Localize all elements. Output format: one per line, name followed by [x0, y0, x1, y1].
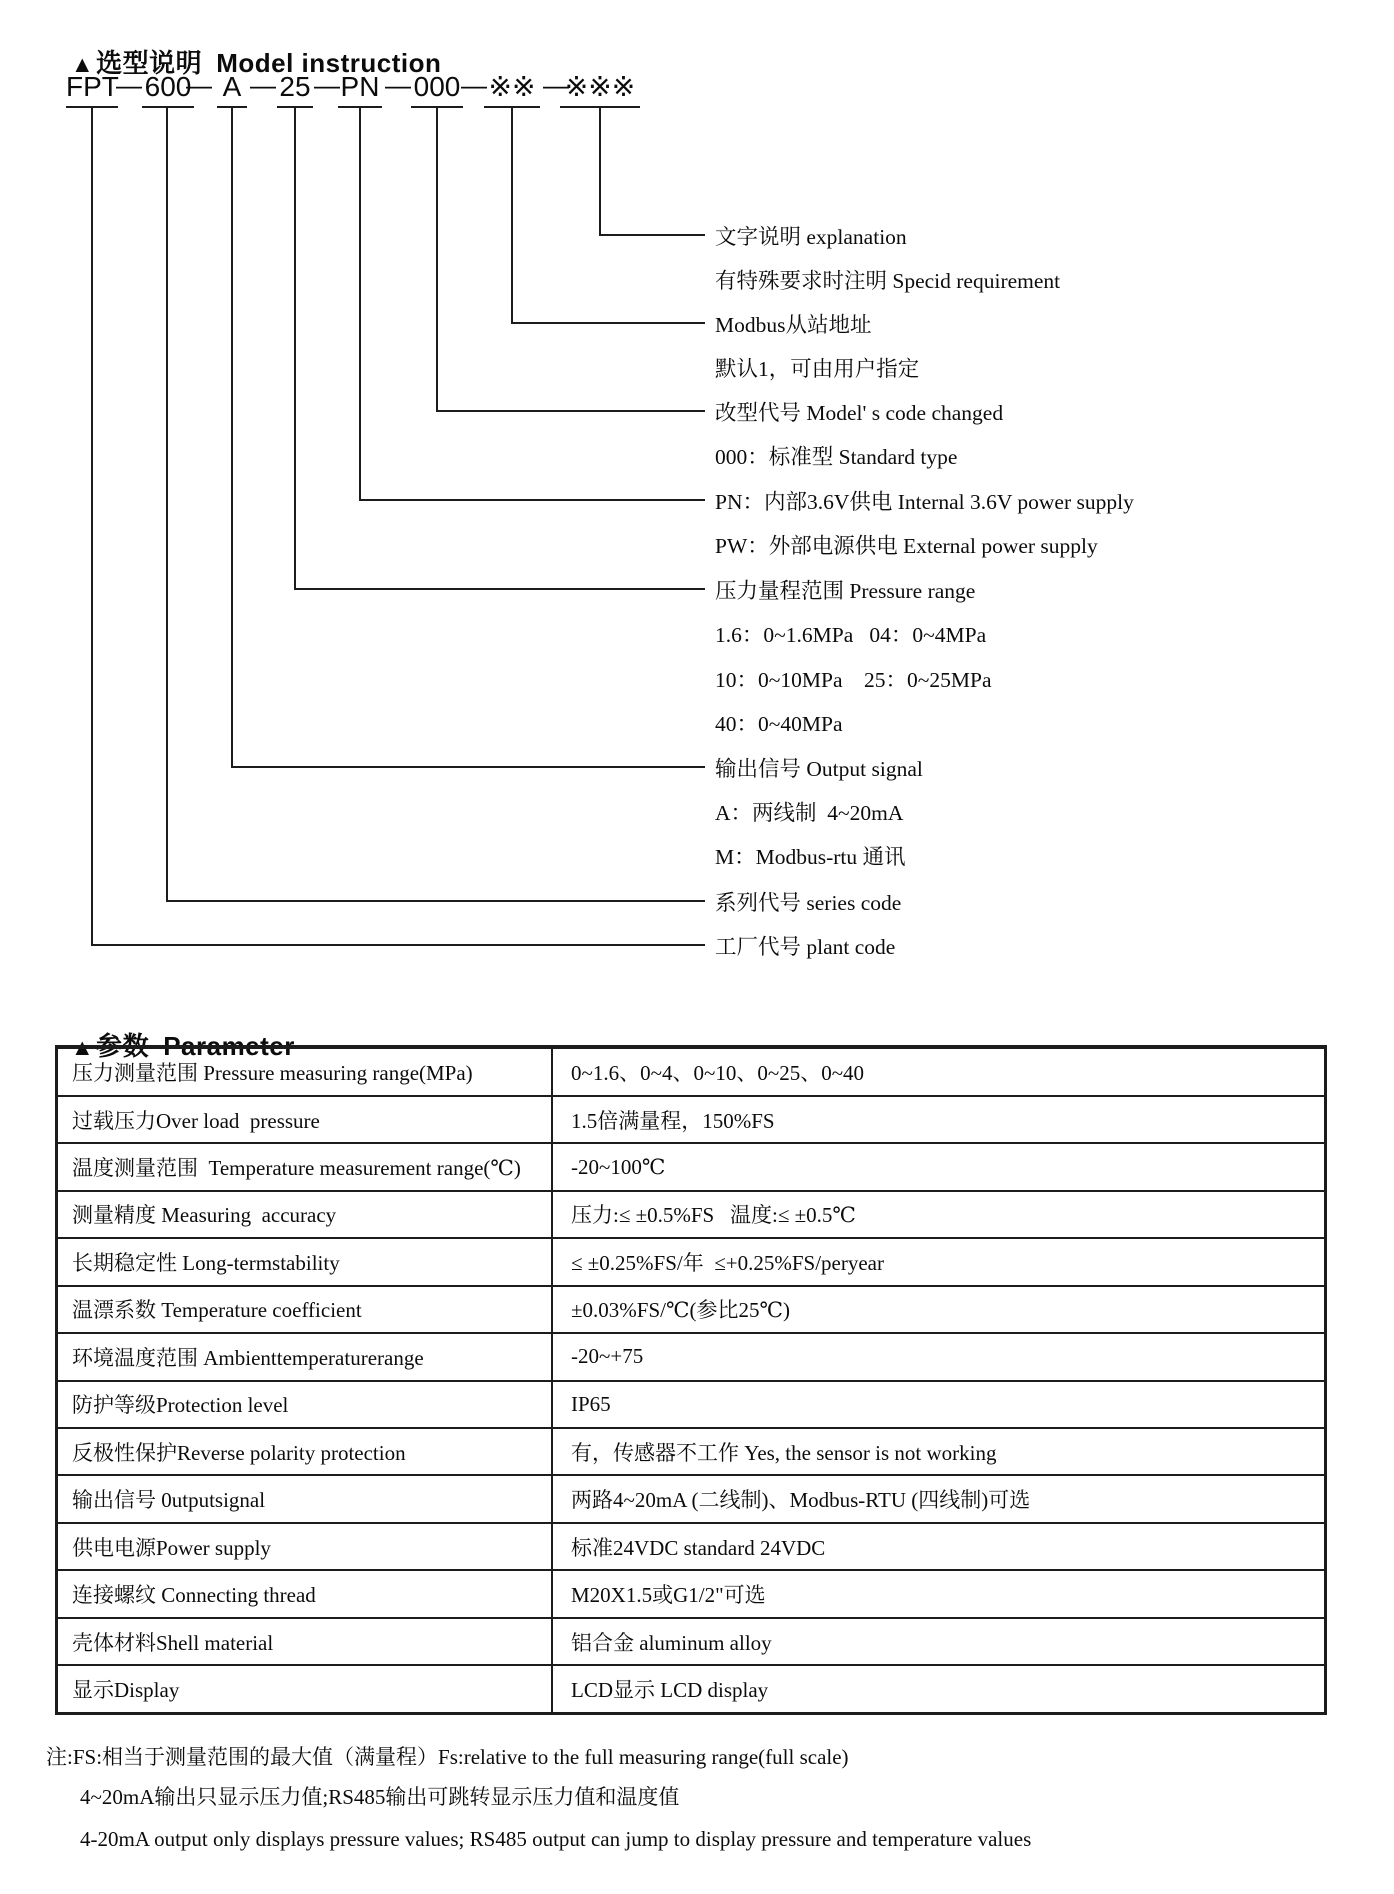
- param-value-cell: M20X1.5或G1/2"可选: [552, 1570, 1326, 1617]
- code-segment-plant: FPT: [66, 68, 118, 108]
- param-value-cell: 标准24VDC standard 24VDC: [552, 1523, 1326, 1570]
- diagram-label-special-requirement: 有特殊要求时注明 Specid requirement: [715, 269, 1061, 293]
- code-segment-range: 25: [277, 68, 313, 108]
- section-title-zh: 参数: [96, 1031, 150, 1061]
- table-row: [57, 1191, 1326, 1238]
- param-label-cell: 过载压力Over load pressure: [57, 1096, 553, 1143]
- note-line-output-display-zh: 4~20mA输出只显示压力值;RS485输出可跳转显示压力值和温度值: [80, 1785, 680, 1809]
- connector-vertical-line-power: [359, 108, 361, 501]
- connector-horizontal-line-modelcode: [436, 410, 705, 412]
- diagram-label-output-signal: 输出信号 Output signal: [715, 757, 923, 781]
- param-label-cell: 压力测量范围 Pressure measuring range(MPa): [57, 1047, 553, 1096]
- table-row: [57, 1333, 1326, 1380]
- diagram-label-output-option-a: A：两线制 4~20mA: [715, 801, 904, 825]
- connector-horizontal-line-plant: [91, 944, 705, 946]
- diagram-label-model-code-changed: 改型代号 Model' s code changed: [715, 401, 1004, 425]
- diagram-label-standard-type: 000：标准型 Standard type: [715, 445, 958, 469]
- connector-horizontal-line-explanation: [599, 234, 705, 236]
- diagram-label-modbus-address: Modbus从站地址: [715, 313, 872, 337]
- param-value-cell: 有，传感器不工作 Yes, the sensor is not working: [552, 1428, 1326, 1475]
- table-row: [57, 1286, 1326, 1333]
- table-row: [57, 1428, 1326, 1475]
- connector-horizontal-line-series: [166, 900, 705, 902]
- connector-vertical-line-modelcode: [436, 108, 438, 412]
- param-label-cell: 测量精度 Measuring accuracy: [57, 1191, 553, 1238]
- note-line-output-display-en: 4-20mA output only displays pressure values; RS485 output can jump to display pressure and temperature values: [80, 1827, 1032, 1851]
- param-value-cell: -20~+75: [552, 1333, 1326, 1380]
- diagram-label-pw-external-power: PW：外部电源供电 External power supply: [715, 534, 1098, 558]
- diagram-label-output-option-m: M：Modbus-rtu 通讯: [715, 845, 906, 869]
- triangle-bullet-icon: ▲: [70, 51, 95, 77]
- table-row: [57, 1047, 1326, 1096]
- table-row: [57, 1523, 1326, 1570]
- param-value-cell: 两路4~20mA (二线制)、Modbus-RTU (四线制)可选: [552, 1475, 1326, 1522]
- table-row: [57, 1570, 1326, 1617]
- section-title-en: Parameter: [163, 1031, 295, 1061]
- diagram-label-range-option-1: 1.6：0~1.6MPa 04：0~4MPa: [715, 623, 987, 647]
- code-separator: —: [250, 70, 276, 100]
- param-label-cell: 壳体材料Shell material: [57, 1618, 553, 1665]
- table-row: [57, 1096, 1326, 1143]
- param-label-cell: 温度测量范围 Temperature measurement range(℃): [57, 1143, 553, 1190]
- code-segment-explanation: ※※※: [560, 68, 640, 108]
- diagram-label-explanation: 文字说明 explanation: [715, 225, 907, 249]
- connector-vertical-line-address: [511, 108, 513, 324]
- note-line-fs-definition: 注:FS:相当于测量范围的最大值（满量程）Fs:relative to the full measuring range(full scale): [46, 1745, 849, 1769]
- diagram-label-default-address: 默认1，可由用户指定: [715, 357, 920, 381]
- param-label-cell: 长期稳定性 Long-termstability: [57, 1238, 553, 1285]
- diagram-label-pn-internal-power: PN：内部3.6V供电 Internal 3.6V power supply: [715, 490, 1134, 514]
- code-separator: —: [543, 70, 569, 100]
- param-label-cell: 温漂系数 Temperature coefficient: [57, 1286, 553, 1333]
- diagram-label-range-option-2: 10：0~10MPa 25：0~25MPa: [715, 668, 992, 692]
- param-value-cell: -20~100℃: [552, 1143, 1326, 1190]
- code-segment-series: 600: [142, 68, 194, 108]
- code-segment-modelcode: 000: [411, 68, 463, 108]
- param-label-cell: 防护等级Protection level: [57, 1381, 553, 1428]
- connector-vertical-line-range: [294, 108, 296, 590]
- diagram-label-range-option-3: 40：0~40MPa: [715, 712, 843, 736]
- connector-horizontal-line-power: [359, 499, 705, 501]
- diagram-label-pressure-range: 压力量程范围 Pressure range: [715, 579, 976, 603]
- param-value-cell: 铝合金 aluminum alloy: [552, 1618, 1326, 1665]
- code-segment-address: ※※: [484, 68, 540, 108]
- parameter-table: [55, 1045, 1327, 1715]
- connector-vertical-line-plant: [91, 108, 93, 946]
- connector-horizontal-line-output: [231, 766, 705, 768]
- triangle-bullet-icon: ▲: [70, 1034, 95, 1060]
- table-row: [57, 1665, 1326, 1713]
- param-label-cell: 供电电源Power supply: [57, 1523, 553, 1570]
- table-row: [57, 1475, 1326, 1522]
- param-label-cell: 显示Display: [57, 1665, 553, 1713]
- table-row: [57, 1381, 1326, 1428]
- param-label-cell: 输出信号 0utputsignal: [57, 1475, 553, 1522]
- param-value-cell: 压力:≤ ±0.5%FS 温度:≤ ±0.5℃: [552, 1191, 1326, 1238]
- table-row: [57, 1618, 1326, 1665]
- param-value-cell: ±0.03%FS/℃(参比25℃): [552, 1286, 1326, 1333]
- connector-vertical-line-series: [166, 108, 168, 902]
- code-segment-power: PN: [338, 68, 382, 108]
- code-separator: —: [461, 70, 487, 100]
- param-value-cell: 1.5倍满量程，150%FS: [552, 1096, 1326, 1143]
- diagram-label-plant-code: 工厂代号 plant code: [715, 935, 896, 959]
- param-label-cell: 反极性保护Reverse polarity protection: [57, 1428, 553, 1475]
- param-value-cell: IP65: [552, 1381, 1326, 1428]
- diagram-label-series-code: 系列代号 series code: [715, 891, 902, 915]
- param-value-cell: 0~1.6、0~4、0~10、0~25、0~40: [552, 1047, 1326, 1096]
- code-separator: —: [186, 70, 212, 100]
- section-title-zh: 选型说明: [96, 48, 203, 78]
- table-row: [57, 1143, 1326, 1190]
- param-label-cell: 连接螺纹 Connecting thread: [57, 1570, 553, 1617]
- connector-vertical-line-explanation: [599, 108, 601, 236]
- code-separator: —: [314, 70, 340, 100]
- param-value-cell: LCD显示 LCD display: [552, 1665, 1326, 1713]
- param-label-cell: 环境温度范围 Ambienttemperaturerange: [57, 1333, 553, 1380]
- connector-horizontal-line-range: [294, 588, 705, 590]
- code-separator: —: [116, 70, 142, 100]
- table-row: [57, 1238, 1326, 1285]
- code-segment-output: A: [217, 68, 247, 108]
- code-separator: —: [385, 70, 411, 100]
- param-value-cell: ≤ ±0.25%FS/年 ≤+0.25%FS/peryear: [552, 1238, 1326, 1285]
- connector-vertical-line-output: [231, 108, 233, 768]
- section-title-en: Model instruction: [216, 48, 442, 78]
- connector-horizontal-line-address: [511, 322, 705, 324]
